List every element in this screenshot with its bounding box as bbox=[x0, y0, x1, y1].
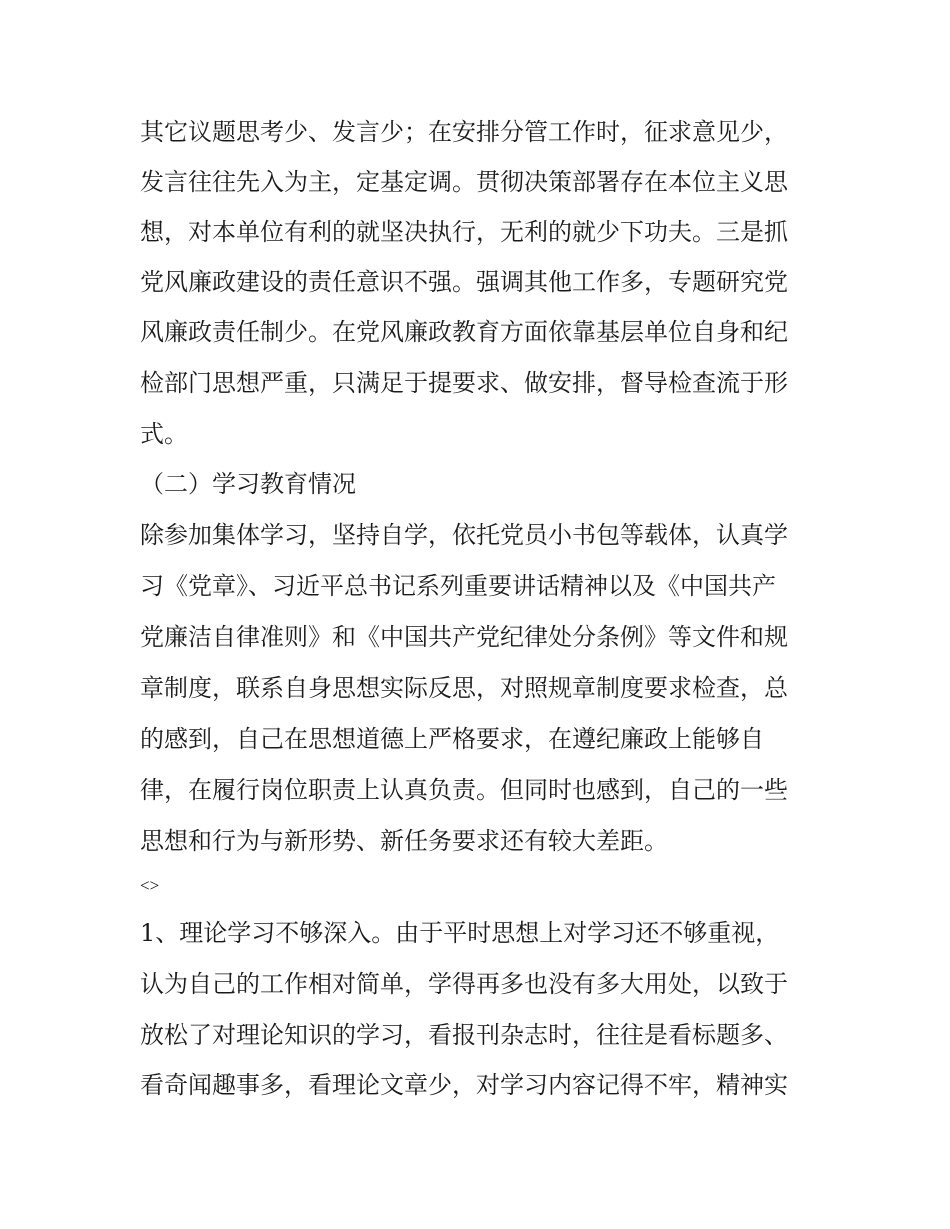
section-heading: （二）学习教育情况 bbox=[140, 470, 356, 498]
paragraph-line: 其它议题思考少、发言少；在安排分管工作时，征求意见少， bbox=[140, 118, 788, 146]
paragraph-line: 式。 bbox=[140, 420, 188, 448]
paragraph-line: 习《党章》、习近平总书记系列重要讲话精神以及《中国共产 bbox=[140, 572, 776, 600]
paragraph-line: 检部门思想严重，只满足于提要求、做安排，督导检查流于形 bbox=[140, 369, 788, 397]
paragraph-line: 风廉政责任制少。在党风廉政教育方面依靠基层单位自身和纪 bbox=[140, 318, 788, 346]
paragraph-line: 律，在履行岗位职责上认真负责。但同时也感到，自己的一些 bbox=[140, 776, 788, 804]
paragraph-line: 思想和行为与新形势、新任务要求还有较大差距。 bbox=[140, 827, 668, 855]
paragraph-line: 党廉洁自律准则》和《中国共产党纪律处分条例》等文件和规 bbox=[140, 623, 788, 651]
paragraph-line: 想，对本单位有利的就坚决执行，无利的就少下功夫。三是抓 bbox=[140, 218, 788, 246]
paragraph-line: 放松了对理论知识的学习，看报刊杂志时，往往是看标题多、 bbox=[140, 1021, 788, 1049]
paragraph-line: 除参加集体学习，坚持自学，依托党员小书包等载体，认真学 bbox=[140, 521, 788, 549]
paragraph-line: 看奇闻趣事多，看理论文章少，对学习内容记得不牢，精神实 bbox=[140, 1071, 788, 1099]
paragraph-line: 发言往往先入为主，定基定调。贯彻决策部署存在本位主义思 bbox=[140, 168, 788, 196]
paragraph-line: 的感到，自己在思想道德上严格要求，在遵纪廉政上能够自 bbox=[140, 725, 764, 753]
paragraph-line: 党风廉政建设的责任意识不强。强调其他工作多，专题研究党 bbox=[140, 268, 788, 296]
paragraph-line: 认为自己的工作相对简单，学得再多也没有多大用处，以致于 bbox=[140, 970, 788, 998]
placeholder-marker: <> bbox=[140, 876, 160, 895]
paragraph-line: 章制度，联系自身思想实际反思，对照规章制度要求检查，总 bbox=[140, 674, 788, 702]
list-item-heading: 1、理论学习不够深入。由于平时思想上对学习还不够重视， bbox=[140, 919, 780, 947]
